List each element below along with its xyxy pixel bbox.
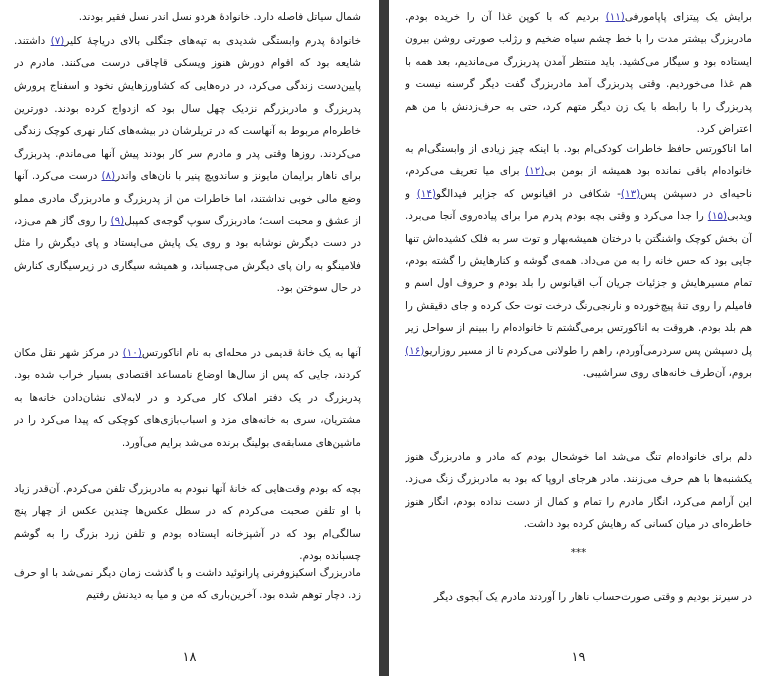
paragraph [14,478,361,562]
text-run: اما اناکورتس حافظ خاطرات کودکی‌ام بود. با اینکه چیز زیادی از وابستگی‌ام به خانواده‌ام باقی نمانده بود همیشه از بومن بی [405,143,752,178]
paragraph [14,98,361,342]
text-run: درست می‌کرد. آنها وضع مالی خوبی نداشتند، اما خاطرات من از پدربزرگ و مادربزرگ مادری مملو از عشق و محبت است؛ مادربزرگ سوپ گوجه‌ی کمپبل [14,170,361,228]
page-number: ۱۹ [571,650,586,665]
left-page-text [14,6,361,606]
paragraph [14,562,361,606]
text-run: و ویدبی [405,187,752,223]
footnote-link[interactable]: (۱۲) [525,165,545,178]
text-run: مادربزرگ اسکیزوفرنی پارانوئید داشت و با گذشت زمان دیگر نمی‌شد با او حرف زد. دچار توهم شده بود. آخرین‌باری که من و میا به دیدنش رفتیم [14,567,361,602]
text-run: خانوادهٔ پدرم وابستگی شدیدی به تپه‌های جنگلی بالای دریاچهٔ کلیر [64,35,361,47]
footnote-link[interactable]: (۹) [110,215,125,228]
text-run: بچه که بودم وقت‌هایی که خانهٔ آنها نبودم به مادربزرگ تلفن می‌کردم. آن‌قدر زیاد با او تلفن صحبت می‌کردم که در سطل عکس‌ها چندین عکس از چهار پنج سالگی‌ام بود که در آشپزخانه ایستاده بودم و تلفن زرد بزرگ را به گوشم چسبانده بودم. [14,483,361,562]
paragraph [405,138,752,446]
right-page [389,0,768,676]
paragraph [405,446,752,542]
text-run: در سیرنز بودیم و وقتی صورت‌حساب ناهار را آوردند مادرم یک آبجوی دیگر [433,591,752,603]
footnote-link[interactable]: (۷) [50,35,65,47]
text-run: در مرکز شهر نقل مکان کردند، جایی که پس از سال‌ها اوضاع نامساعد اقتصادی بسیار خراب شده بود. پدربزرگ در یک دفتر املاک کار می‌کرد و در لابه‌لای نشان‌دادن خانه‌ها به مشتریان، سری به خانه‌های مزد و اسباب‌بازی‌های کوچکی که پیدا می‌کرد را در ماشین‌های مسابقه‌ی بولینگ برنده می‌شد برایم می‌آورد. [14,347,361,449]
paragraph [14,342,361,478]
text-run: دلم برای خانواده‌ام تنگ می‌شد اما خوشحال بودم که مادر و مادربزرگ هنوز یکشنبه‌ها با هم حرف می‌زنند. مادر هرجای اروپا که بود به مادربزرگ زنگ می‌زد. این آرامم می‌کرد، انگار مادرم را تمام و کمال از دست نداده بودم، انگار هنوز خاطره‌ای در میان کسانی که رهایش کرده بود داشت. [405,451,752,531]
text-run: داشتند. شایعه بود که اقوام دورش هنوز ویسکی قاچاقی درست می‌کنند. مادرم در پایین‌دست زندگی می‌کرد، در دره‌هایی که کشاورزهایش نخود و اسفناج پرورش [14,35,361,92]
text-run: *** [570,547,587,559]
paragraph [405,586,752,610]
right-page-text [405,6,752,610]
text-run: بردیم که با کوپن غذا آن را خریده بودم. مادربزرگ بیشتر مدت را با خط چشم سیاه ضخیم و رژلب صورتی روشن بیرون ایستاده بود و سیگار می‌کشید. باید منتظر آمدن پدربزرگ می‌ماندیم، بعد همه با هم غذا می‌خوردیم. وقتی پدربزرگ آمد مادربزرگ گفت دیگر گرسنه نیست و پدربزرگ را با رابطه با یک زن دیگر متهم کرد، حتی به حرف‌زدنش با من هم اعتراض کرد. [405,11,752,136]
page-number: ۱۸ [182,650,197,665]
text-run: برای میا تعریف می‌کردم، ناحیه‌ای در دسپشن پس [405,165,752,200]
paragraph [14,6,361,30]
paragraph [405,6,752,138]
text-run: پدربزرگ و مادربزرگم نزدیک چهل سال بود که ازدواج کرده بودند. دورترین خاطره‌ام مربوط به آنهاست که در تریلرشان در بیشه‌های کنار نهری کوچک زندگی می‌کردند. روزها وقتی پدر و مادرم سر کار بودند پیش آنها می‌ماندم. پدربزرگ برای ناهار برایمان مایونز و ساندویچ پنیر با نان‌های واندر [14,103,361,183]
text-run: آنها به یک خانهٔ قدیمی در محله‌ای به نام اناکورتس [141,347,361,359]
footnote-link[interactable]: (۱۰) [122,347,142,359]
footnote-link[interactable]: (۱۴) [416,187,437,200]
section-separator [405,542,752,586]
text-run: را جدا می‌کرد و وقتی بچه بودم پدرم مرا برای پیاده‌روی آنجا می‌برد. آن بخش کوچک واشنگتن با درختان همیشه‌بهار و توت سر به فلک کشیده‌اش تنها جایی بود که حس خانه را به من می‌داد. همه‌ی گوشه و کنارهایش را گشته بودم، تمام مسیرهایش و جزئیات جریان آب اقیانوس را بلد بودم و حروف اول اسم و فامیلم را روی تنهٔ پیچ‌خورده و نارنجی‌رنگ درخت توت حک کرده و جای دقیقش را هم بلد بودم. هروقت به اناکورتس برمی‌گشتم تا خانواده‌ام را ببینم از سواحل زیر پل دسپشن پس سردرمی‌آوردم، راهم را طولانی می‌کردم تا از مسیر روزاریو [405,210,752,357]
left-page [0,0,379,676]
text-run: بروم، آن‌طرف خانه‌های روی سراشیبی. [582,367,752,380]
text-run: برایش یک پیتزای پاپامورفی [624,11,752,23]
text-run: - شکافی در اقیانوس که جزایر فیدالگو [436,187,621,200]
paragraph [14,30,361,98]
footnote-link[interactable]: (۱۱) [605,11,625,23]
footnote-link[interactable]: (۱۶) [405,344,425,357]
footnote-link[interactable]: (۱۵) [707,210,728,223]
text-run: را روی گاز هم می‌زد، در دست دیگرش نوشابه بود و روی یک پایش می‌ایستاد و پای دیگرش را مثل فلامینگو به ران پای دیگرش می‌چسباند، و همیشه سیگاری در زیرسیگاری کنارش در حال سوختن بود. [14,215,361,295]
text-run: شمال سیاتل فاصله دارد. خانوادهٔ هردو نسل اندر نسل فقیر بودند. [78,11,361,23]
footnote-link[interactable]: (۱۳) [620,187,641,200]
footnote-link[interactable]: (۸) [101,170,116,183]
